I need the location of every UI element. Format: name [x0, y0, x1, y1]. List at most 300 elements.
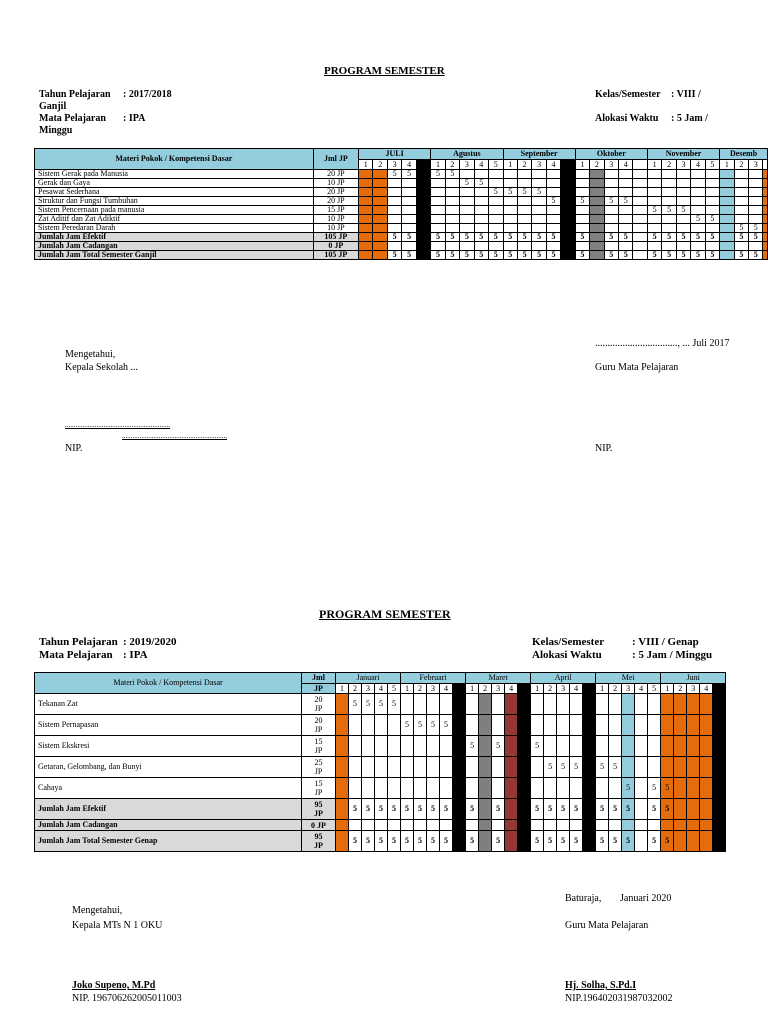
s1-week-cell	[489, 242, 504, 251]
s1-week-cell	[387, 188, 401, 197]
s1-week-cell	[619, 224, 633, 233]
s2-row-jp	[302, 757, 336, 778]
s1-week-cell	[561, 206, 575, 215]
s2-week-cell	[479, 820, 492, 831]
s1-week-cell: 5	[546, 233, 560, 242]
s1-week-cell: 5	[431, 251, 445, 260]
s2-week-cell: 5	[661, 831, 674, 852]
s1-week-cell: 5	[662, 233, 676, 242]
s2-header-right	[532, 636, 712, 662]
s2-week-cell	[674, 694, 687, 715]
s2-week-num: 4	[440, 684, 453, 694]
s1-week-cell	[763, 224, 768, 233]
s2-header-left	[39, 636, 176, 662]
s2-week-cell: 5	[349, 799, 362, 820]
s1-week-cell: 5	[474, 233, 488, 242]
s1-week-cell	[676, 197, 690, 206]
s2-week-cell	[713, 715, 726, 736]
s1-week-cell	[460, 188, 474, 197]
s2-sum-materi: Jumlah Jam Total Semester Genap	[35, 831, 302, 852]
s2-week-cell	[635, 799, 648, 820]
s2-week-cell	[388, 736, 401, 757]
s1-week-cell	[619, 179, 633, 188]
s1-week-num: 2	[662, 160, 676, 170]
s2-week-cell	[518, 778, 531, 799]
s1-week-cell	[604, 224, 618, 233]
s2-week-cell	[362, 757, 375, 778]
s2-mapel-value: : IPA	[123, 649, 148, 661]
s1-week-cell	[373, 215, 387, 224]
s2-week-cell: 5	[440, 715, 453, 736]
s2-week-cell	[479, 799, 492, 820]
s1-week-num: 4	[619, 160, 633, 170]
s2-month-header: Februari	[401, 673, 466, 684]
s1-week-cell: 5	[662, 206, 676, 215]
s2-week-cell	[349, 757, 362, 778]
s2-sum-jp	[302, 831, 336, 852]
s1-week-cell	[503, 170, 517, 179]
s1-row-jp: 10 JP	[313, 224, 358, 233]
s2-week-cell	[570, 694, 583, 715]
s2-week-cell	[479, 694, 492, 715]
s1-week-num: 2	[734, 160, 748, 170]
s1-week-cell	[676, 188, 690, 197]
s2-week-cell: 5	[349, 694, 362, 715]
s1-week-cell	[445, 188, 459, 197]
s2-week-cell	[414, 820, 427, 831]
s1-row-materi: Sistem Peredaran Darah	[35, 224, 314, 233]
s1-kelas-value: : VIII /	[671, 89, 701, 100]
s2-week-num: 3	[687, 684, 700, 694]
s2-week-cell	[466, 778, 479, 799]
s1-week-cell	[662, 224, 676, 233]
s1-week-cell: 5	[619, 233, 633, 242]
s1-week-cell: 5	[734, 251, 748, 260]
s2-week-cell	[609, 736, 622, 757]
s2-month-header: April	[531, 673, 596, 684]
s1-week-cell	[676, 242, 690, 251]
s1-week-cell	[503, 224, 517, 233]
s2-week-cell: 5	[492, 799, 505, 820]
s1-week-num: 4	[546, 160, 560, 170]
s1-week-num	[633, 160, 647, 170]
s1-week-cell	[734, 179, 748, 188]
s2-week-cell	[440, 757, 453, 778]
s1-week-cell	[763, 179, 768, 188]
s2-sum-jp	[302, 820, 336, 831]
s2-row-jp-unit: JP	[314, 788, 323, 797]
s1-week-cell	[749, 179, 763, 188]
s2-week-cell	[531, 778, 544, 799]
s2-week-num: 4	[700, 684, 713, 694]
s2-week-cell	[687, 715, 700, 736]
s2-row-materi: Getaran, Gelombang, dan Bunyi	[35, 757, 302, 778]
s1-week-cell	[633, 224, 647, 233]
s2-week-cell	[648, 736, 661, 757]
s1-week-cell	[373, 233, 387, 242]
s2-sum-jp-unit: JP	[314, 809, 323, 818]
s1-week-cell	[474, 215, 488, 224]
s1-week-cell	[604, 242, 618, 251]
s1-week-cell	[633, 197, 647, 206]
s2-month-header: Mei	[596, 673, 661, 684]
s2-week-cell	[440, 736, 453, 757]
s2-week-cell	[505, 757, 518, 778]
s1-week-num: 3	[749, 160, 763, 170]
s1-week-cell: 5	[619, 197, 633, 206]
s2-week-cell	[700, 757, 713, 778]
s2-week-cell: 5	[544, 831, 557, 852]
s2-week-cell	[635, 736, 648, 757]
s1-week-cell	[387, 206, 401, 215]
table-row	[35, 715, 726, 736]
s1-week-num: 5	[705, 160, 720, 170]
s1-week-cell	[561, 197, 575, 206]
s1-week-cell	[387, 197, 401, 206]
s1-week-cell: 5	[647, 206, 661, 215]
s1-week-cell	[532, 242, 546, 251]
s2-week-cell: 5	[466, 736, 479, 757]
s1-week-cell	[749, 197, 763, 206]
s1-week-cell	[662, 215, 676, 224]
s2-week-num: 2	[674, 684, 687, 694]
s2-week-cell: 5	[388, 831, 401, 852]
s2-week-cell	[635, 757, 648, 778]
s1-week-cell: 5	[517, 188, 531, 197]
s1-week-cell	[431, 197, 445, 206]
s1-week-cell	[590, 206, 604, 215]
s1-week-cell	[546, 170, 560, 179]
s1-week-cell	[705, 170, 720, 179]
s1-week-cell	[474, 197, 488, 206]
s1-week-cell	[705, 179, 720, 188]
s2-week-cell	[544, 820, 557, 831]
s1-week-cell: 5	[647, 233, 661, 242]
s2-week-cell	[570, 736, 583, 757]
s2-week-cell	[505, 694, 518, 715]
s2-week-cell: 5	[440, 799, 453, 820]
s2-week-cell	[700, 694, 713, 715]
s2-week-cell: 5	[544, 799, 557, 820]
s1-week-cell	[604, 206, 618, 215]
table-row	[35, 242, 768, 251]
s1-week-cell: 5	[619, 251, 633, 260]
s1-week-cell	[416, 197, 430, 206]
s2-week-cell: 5	[596, 757, 609, 778]
s1-week-cell: 5	[445, 233, 459, 242]
s2-week-cell	[713, 757, 726, 778]
s1-week-cell	[734, 215, 748, 224]
s1-week-cell	[691, 170, 705, 179]
s2-week-cell	[687, 778, 700, 799]
s2-week-cell: 5	[648, 778, 661, 799]
s1-week-cell	[575, 206, 589, 215]
s2-week-cell: 5	[401, 799, 414, 820]
s1-week-cell	[604, 179, 618, 188]
s1-week-cell	[590, 242, 604, 251]
s1-mapel-label: Mata Pelajaran	[39, 113, 106, 124]
s2-week-cell	[609, 694, 622, 715]
s1-week-cell	[546, 224, 560, 233]
table-row	[35, 197, 768, 206]
s1-kelas-label: Kelas/Semester	[595, 89, 661, 100]
s2-week-cell	[713, 736, 726, 757]
s2-week-cell	[336, 757, 349, 778]
s2-week-num: 2	[544, 684, 557, 694]
s2-week-cell	[570, 778, 583, 799]
s1-week-cell	[561, 233, 575, 242]
s2-week-cell	[661, 715, 674, 736]
s2-row-jp	[302, 715, 336, 736]
s1-week-cell	[705, 197, 720, 206]
s1-week-cell: 5	[749, 233, 763, 242]
s1-week-cell	[619, 188, 633, 197]
s2-week-cell	[674, 820, 687, 831]
s2-week-cell	[492, 694, 505, 715]
s2-week-num: 2	[414, 684, 427, 694]
s1-week-cell	[662, 197, 676, 206]
s2-week-num	[453, 684, 466, 694]
s2-week-cell	[375, 778, 388, 799]
s1-week-cell: 5	[575, 197, 589, 206]
s1-week-cell: 5	[387, 251, 401, 260]
s2-week-cell	[674, 831, 687, 852]
s1-mapel-value: : IPA	[123, 113, 146, 124]
s1-week-cell	[373, 197, 387, 206]
s1-week-cell	[647, 170, 661, 179]
s1-week-cell	[517, 215, 531, 224]
s2-week-cell	[622, 820, 635, 831]
s2-week-cell: 5	[466, 799, 479, 820]
s1-row-materi: Sistem Pencernaan pada manusia	[35, 206, 314, 215]
s1-sum-jp: 0 JP	[313, 242, 358, 251]
s2-week-cell: 5	[427, 831, 440, 852]
s2-week-cell	[609, 778, 622, 799]
s1-week-cell	[691, 206, 705, 215]
s2-week-cell	[648, 757, 661, 778]
s2-week-cell	[544, 715, 557, 736]
s1-week-cell	[647, 215, 661, 224]
s2-week-cell	[336, 694, 349, 715]
s1-week-cell	[402, 197, 416, 206]
s1-tahun-value: : 2017/2018	[123, 89, 172, 100]
s2-week-cell: 5	[531, 736, 544, 757]
s1-week-cell	[373, 251, 387, 260]
s1-week-cell	[604, 188, 618, 197]
s1-week-cell: 5	[445, 251, 459, 260]
s1-week-cell: 5	[474, 179, 488, 188]
s1-week-cell	[402, 206, 416, 215]
s1-week-cell	[416, 242, 430, 251]
s1-week-cell	[445, 197, 459, 206]
s2-week-cell	[713, 820, 726, 831]
s2-kelas-value: : VIII / Genap	[632, 636, 699, 648]
s1-week-cell: 5	[460, 179, 474, 188]
s2-week-cell	[440, 820, 453, 831]
s1-week-num: 2	[373, 160, 387, 170]
s1-week-cell: 5	[532, 188, 546, 197]
s2-week-cell	[505, 799, 518, 820]
s1-week-cell	[373, 224, 387, 233]
s2-week-cell	[375, 715, 388, 736]
s1-week-cell	[749, 215, 763, 224]
s2-week-num	[518, 684, 531, 694]
s1-week-cell	[662, 188, 676, 197]
s1-week-cell	[590, 197, 604, 206]
s2-guru: Guru Mata Pelajaran	[565, 920, 649, 931]
s1-sum-materi: Jumlah Jam Efektif	[35, 233, 314, 242]
s1-week-cell	[532, 206, 546, 215]
s2-date: Januari 2020	[620, 893, 672, 904]
s2-week-cell	[453, 831, 466, 852]
s1-week-cell	[561, 188, 575, 197]
s1-week-cell	[720, 206, 734, 215]
s2-week-cell	[505, 715, 518, 736]
s1-week-cell: 5	[705, 215, 720, 224]
s2-week-num	[713, 684, 726, 694]
s1-alokasi-value: : 5 Jam /	[671, 113, 708, 124]
s2-week-cell	[401, 694, 414, 715]
s2-week-cell	[375, 820, 388, 831]
s1-week-cell	[416, 251, 430, 260]
s2-week-cell	[674, 715, 687, 736]
s1-week-cell: 5	[546, 251, 560, 260]
s2-week-cell	[622, 757, 635, 778]
s2-row-jp	[302, 778, 336, 799]
s2-week-cell	[505, 820, 518, 831]
s1-week-cell	[416, 170, 430, 179]
s2-week-cell	[648, 694, 661, 715]
s1-header-left	[39, 89, 172, 137]
s2-week-cell	[674, 778, 687, 799]
s2-week-cell	[440, 778, 453, 799]
s1-week-cell	[763, 197, 768, 206]
s1-week-cell	[373, 170, 387, 179]
s2-week-cell	[583, 820, 596, 831]
s2-week-cell	[518, 831, 531, 852]
s2-week-cell	[557, 715, 570, 736]
s1-week-cell	[373, 179, 387, 188]
s2-week-cell	[414, 778, 427, 799]
s1-week-num: 1	[720, 160, 734, 170]
s1-week-num: 5	[489, 160, 504, 170]
s1-week-cell	[489, 170, 504, 179]
s2-week-cell	[596, 820, 609, 831]
s1-week-num: 1	[359, 160, 373, 170]
s1-week-cell	[749, 242, 763, 251]
s2-week-cell: 5	[401, 831, 414, 852]
s1-guru: Guru Mata Pelajaran	[595, 362, 679, 373]
s1-week-num	[416, 160, 430, 170]
s1-week-cell: 5	[431, 233, 445, 242]
s1-week-cell: 5	[503, 251, 517, 260]
s2-week-cell: 5	[375, 799, 388, 820]
s2-week-cell: 5	[492, 736, 505, 757]
s1-week-cell	[633, 242, 647, 251]
s2-week-cell	[635, 820, 648, 831]
s2-week-cell	[583, 831, 596, 852]
s1-week-cell	[561, 242, 575, 251]
s1-week-cell	[633, 179, 647, 188]
s2-week-cell: 5	[388, 799, 401, 820]
s2-mengetahui: Mengetahui,	[72, 905, 123, 916]
s1-week-cell: 5	[517, 233, 531, 242]
s2-week-cell: 5	[531, 799, 544, 820]
table-row	[35, 820, 726, 831]
s2-week-cell: 5	[661, 799, 674, 820]
s1-week-num: 2	[517, 160, 531, 170]
s1-week-cell	[561, 170, 575, 179]
s2-week-cell	[479, 757, 492, 778]
s2-week-cell	[570, 715, 583, 736]
s2-week-cell	[414, 757, 427, 778]
s1-week-cell	[647, 242, 661, 251]
s2-row-jp-num: 25	[314, 758, 323, 767]
s2-month-header: Januari	[336, 673, 401, 684]
s2-alokasi-value: : 5 Jam / Minggu	[632, 649, 713, 661]
s2-week-cell: 5	[648, 799, 661, 820]
s1-week-cell	[720, 224, 734, 233]
s1-week-cell: 5	[575, 233, 589, 242]
s1-month-header: Oktober	[575, 149, 647, 160]
s1-week-cell: 5	[532, 233, 546, 242]
s2-row-jp	[302, 694, 336, 715]
s1-week-cell	[373, 188, 387, 197]
s1-week-cell	[359, 179, 373, 188]
table-row	[35, 694, 726, 715]
s1-week-cell: 5	[489, 188, 504, 197]
s1-week-cell	[431, 242, 445, 251]
s1-week-cell	[619, 242, 633, 251]
s1-week-cell	[460, 197, 474, 206]
s1-week-cell	[561, 251, 575, 260]
s2-row-jp	[302, 736, 336, 757]
s2-week-cell	[583, 757, 596, 778]
s1-month-header: November	[647, 149, 719, 160]
s2-week-cell	[583, 694, 596, 715]
s1-week-cell	[720, 215, 734, 224]
s2-week-cell: 5	[362, 694, 375, 715]
s2-week-cell: 5	[557, 799, 570, 820]
s1-week-cell	[734, 197, 748, 206]
s1-week-cell	[705, 224, 720, 233]
s1-week-cell	[647, 224, 661, 233]
s1-week-cell	[604, 215, 618, 224]
s1-week-num	[763, 160, 768, 170]
s1-week-cell	[691, 224, 705, 233]
s2-week-cell	[687, 831, 700, 852]
s2-week-cell	[713, 694, 726, 715]
s1-week-num: 1	[503, 160, 517, 170]
s2-week-cell: 5	[609, 757, 622, 778]
s1-week-cell	[633, 251, 647, 260]
s2-week-cell	[401, 778, 414, 799]
s2-week-cell	[453, 778, 466, 799]
s2-week-cell	[687, 694, 700, 715]
s1-week-cell	[445, 206, 459, 215]
s1-week-cell: 5	[705, 251, 720, 260]
s2-week-cell	[661, 820, 674, 831]
s2-week-cell: 5	[544, 757, 557, 778]
s2-week-cell	[401, 736, 414, 757]
s2-tahun-label: Tahun Pelajaran	[39, 636, 118, 648]
s2-week-num	[583, 684, 596, 694]
s1-week-num: 1	[431, 160, 445, 170]
s1-week-cell	[460, 242, 474, 251]
s2-week-cell	[427, 778, 440, 799]
s1-week-cell	[445, 179, 459, 188]
s2-week-cell	[596, 736, 609, 757]
